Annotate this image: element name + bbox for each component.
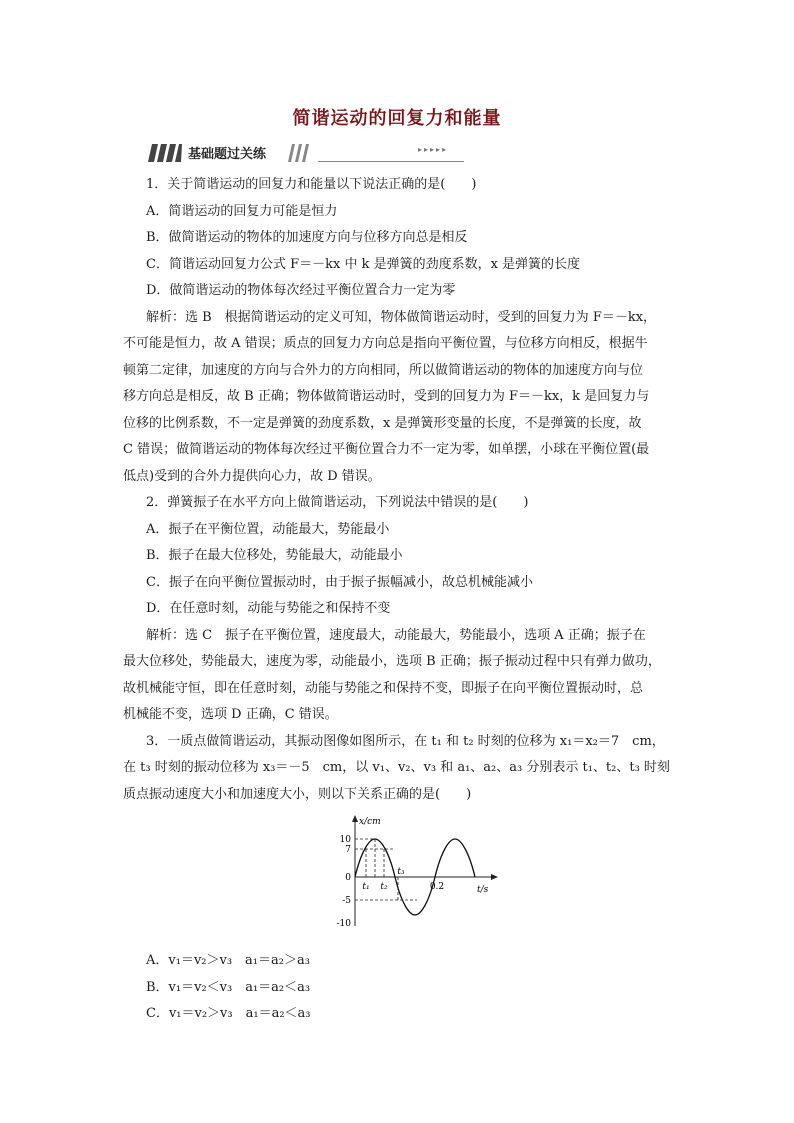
y-tick-label: 10 — [339, 835, 351, 845]
stripes-icon — [148, 144, 182, 162]
y-tick-label: -5 — [342, 896, 351, 906]
stripes-icon — [288, 144, 318, 162]
q2-stem: 2．弹簧振子在水平方向上做简谐运动，下列说法中错误的是( ) — [146, 495, 529, 510]
graph-svg — [325, 814, 515, 934]
t1-label: t₁ — [362, 882, 370, 892]
y-axis-arrow — [352, 815, 358, 822]
q1-option: B．做简谐运动的物体的加速度方向与位移方向总是相反 — [146, 230, 468, 245]
q2-option: A．振子在平衡位置，动能最大，势能最小 — [146, 521, 390, 537]
x-axis-label: t/s — [477, 885, 489, 895]
q2-option: B．振子在最大位移处，势能最大，动能最小 — [146, 548, 403, 563]
x-axis-arrow — [491, 874, 498, 880]
q1-analysis: C 错误；做简谐运动的物体每次经过平衡位置合力不一定为零，如单摆，小球在平衡位置(最 — [123, 442, 650, 457]
q1-option: D．做简谐运动的物体每次经过平衡位置合力一定为零 — [146, 283, 456, 298]
q2-option: D．在任意时刻，动能与势能之和保持不变 — [146, 601, 391, 616]
q2-analysis: 机械能不变，选项 D 正确，C 错误。 — [123, 707, 338, 722]
q1-analysis: 位移的比例系数，不一定是弹簧的劲度系数，x 是弹簧形变量的长度，不是弹簧的长度，故 — [123, 415, 642, 431]
q3-stem: 3．一质点做简谐运动，其振动图像如图所示，在 t₁ 和 t₂ 时刻的位移为 x₁＝x₂＝7 cm， — [146, 733, 665, 749]
q3-option: A．v₁＝v₂＞v₃ a₁＝a₂＞a₃ — [146, 953, 310, 968]
section-header — [148, 142, 464, 164]
oscillation-graph — [123, 808, 675, 948]
q3-stem: 在 t₃ 时刻的振动位移为 x₃＝－5 cm，以 v₁、v₂、v₃ 和 a₁、a₂、a₃ 分别表示 t₁、t₂、t₃ 时刻 — [123, 760, 670, 775]
q2-analysis: 解析：选 C 振子在平衡位置，速度最大，动能最大，势能最小，选项 A 正确；振子在 — [146, 627, 646, 643]
q3-stem: 质点振动速度大小和加速度大小，则以下关系正确的是( ) — [123, 786, 472, 802]
q2-analysis: 最大位移处，势能最大，速度为零，动能最小，选项 B 正确；振子振动过程中只有弹力做功， — [123, 654, 661, 669]
section-underline — [318, 161, 464, 162]
q1-analysis: 顿第二定律，加速度的方向与合外力的方向相同，所以做简谐运动的物体的加速度方向与位 — [123, 362, 644, 378]
y-tick-label: 7 — [345, 845, 351, 855]
q1-analysis: 低点)受到的合外力提供向心力，故 D 错误。 — [123, 468, 381, 484]
t3-label: t₃ — [397, 867, 405, 877]
q1-analysis: 解析：选 B 根据简谐运动的定义可知，物体做简谐运动时，受到的回复力为 F＝－kx， — [146, 309, 657, 325]
y-axis-label: x/cm — [359, 817, 381, 827]
q1-option: A．简谐运动的回复力可能是恒力 — [146, 203, 338, 219]
section-label: 基础题过关练 — [188, 147, 267, 162]
y-tick-label: 0 — [345, 873, 351, 883]
x-tick-label: 0.2 — [429, 882, 445, 892]
page-title: 简谐运动的回复力和能量 — [292, 108, 502, 129]
q3-option: B．v₁＝v₂＜v₃ a₁＝a₂＜a₃ — [146, 979, 311, 995]
y-tick-label: -10 — [336, 919, 351, 929]
q1-analysis: 移方向总是相反，故 B 正确；物体做简谐运动时，受到的回复力为 F＝－kx，k 是回复力与 — [123, 389, 650, 404]
arrows-icon: ▸▸▸▸▸ — [418, 145, 449, 154]
q2-option: C．振子在向平衡位置振动时，由于振子振幅减小，故总机械能减小 — [146, 574, 533, 590]
q3-option: C．v₁＝v₂＞v₃ a₁＝a₂＜a₃ — [146, 1006, 311, 1021]
t2-label: t₂ — [380, 882, 388, 892]
q1-analysis: 不可能是恒力，故 A 错误；质点的回复力方向总是指向平衡位置，与位移方向相反，根据牛 — [123, 336, 648, 351]
content — [123, 172, 675, 1028]
q1-option: C．简谐运动回复力公式 F＝－kx 中 k 是弹簧的劲度系数，x 是弹簧的长度 — [146, 256, 581, 272]
q1-stem: 1．关于简谐运动的回复力和能量以下说法正确的是( ) — [146, 177, 477, 192]
q2-analysis: 故机械能守恒，即在任意时刻，动能与势能之和保持不变，即振子在向平衡位置振动时，总 — [123, 680, 644, 696]
